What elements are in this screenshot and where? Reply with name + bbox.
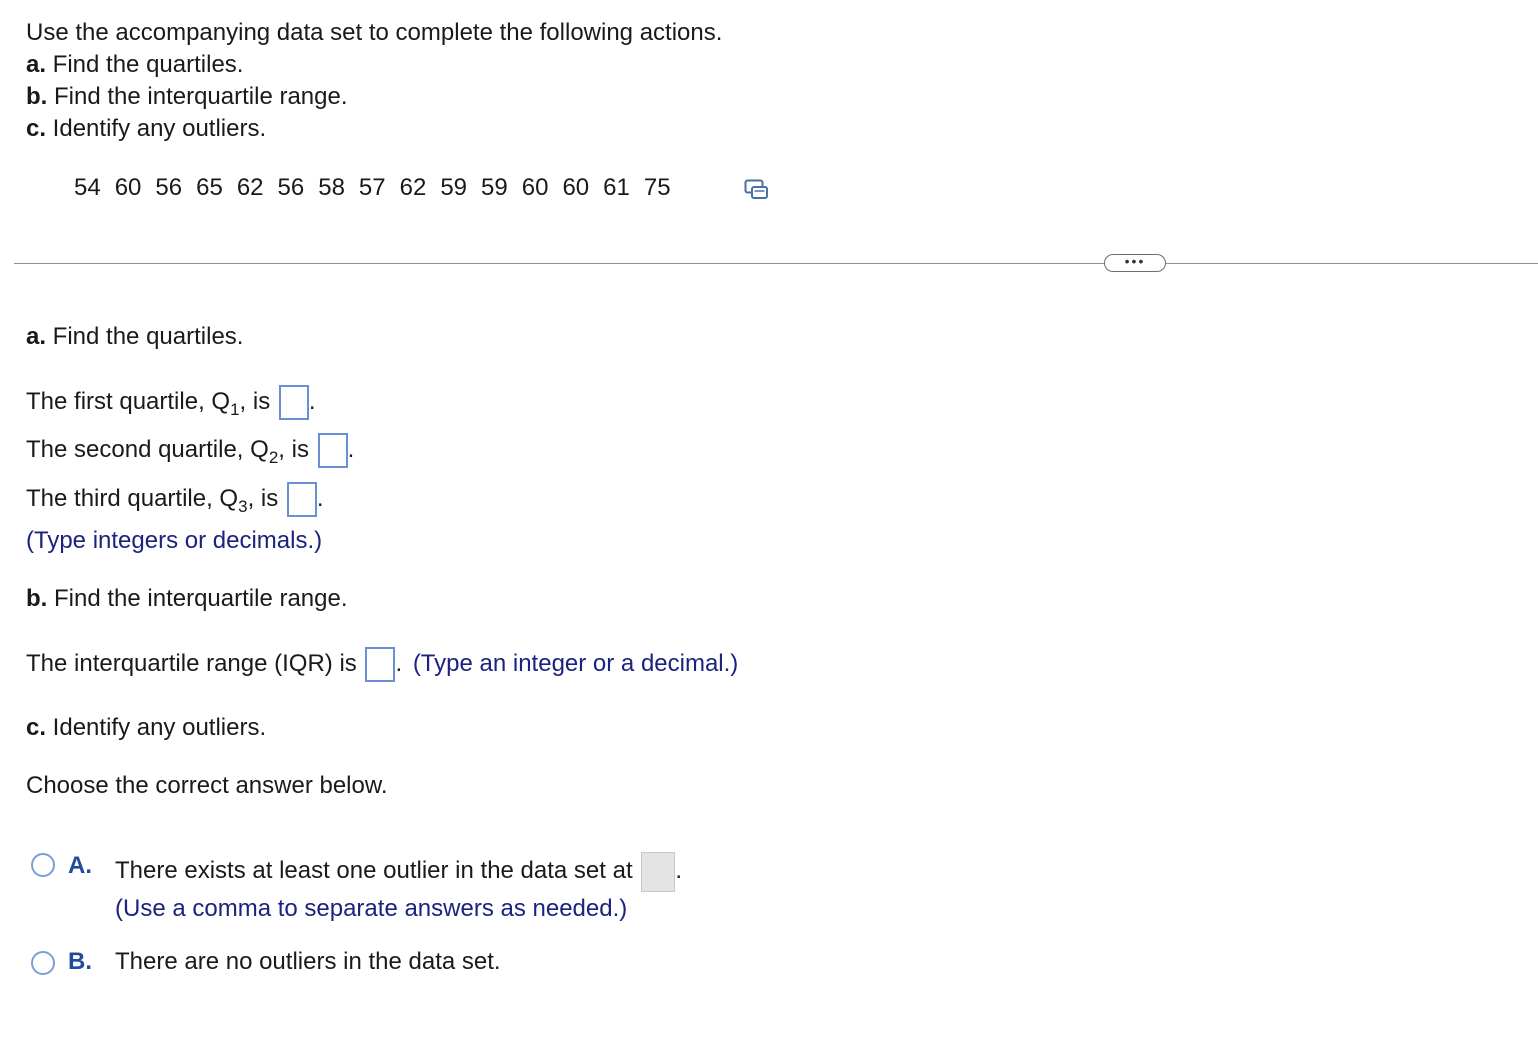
option-a-hint: (Use a comma to separate answers as needed.): [115, 895, 628, 922]
copy-data-icon[interactable]: [744, 179, 770, 201]
part-a-heading: [26, 321, 243, 353]
data-value: 60: [114, 174, 142, 201]
option-a-radio[interactable]: [31, 853, 55, 877]
q2-sub: 2: [268, 448, 279, 467]
instruction-b: [26, 81, 722, 113]
data-value: 58: [318, 174, 345, 201]
data-value: 57: [358, 174, 386, 201]
iqr-hint: (Type an integer or a decimal.): [412, 650, 739, 677]
instruction-a-text: Find the quartiles.: [46, 51, 244, 78]
q3-suffix: , is: [247, 485, 279, 512]
option-b-text: There are no outliers in the data set.: [115, 948, 501, 975]
data-value: 75: [643, 174, 671, 201]
q1-input[interactable]: [279, 385, 309, 420]
q2-row: [26, 431, 354, 469]
q3-input[interactable]: [287, 482, 317, 517]
iqr-row: [26, 645, 738, 683]
instruction-b-text: Find the interquartile range.: [47, 83, 348, 110]
instructions-intro: Use the accompanying data set to complete the following actions.: [26, 19, 723, 46]
part-b-heading: [26, 583, 348, 615]
iqr-input[interactable]: [365, 647, 395, 682]
section-divider: [14, 263, 1538, 264]
data-value: 60: [562, 174, 590, 201]
data-set: [74, 172, 685, 204]
q1-period: .: [308, 388, 316, 415]
part-c-heading: [26, 712, 266, 744]
data-value: 62: [236, 174, 264, 201]
part-a-hint: (Type integers or decimals.): [26, 527, 323, 554]
data-value: 54: [74, 174, 101, 201]
data-value: 60: [521, 174, 549, 201]
instruction-c-label: c.: [26, 115, 47, 142]
iqr-prompt: The interquartile range (IQR) is: [26, 650, 357, 677]
option-a-row: [115, 850, 682, 892]
data-value: 61: [603, 174, 630, 201]
instruction-c-text: Identify any outliers.: [46, 115, 267, 142]
q3-prefix: The third quartile, Q: [26, 485, 239, 512]
q1-row: [26, 383, 316, 421]
q2-prefix: The second quartile, Q: [26, 436, 269, 463]
q3-sub: 3: [238, 497, 248, 516]
q2-period: .: [347, 436, 355, 463]
option-b-radio[interactable]: [31, 951, 55, 975]
q1-prefix: The first quartile, Q: [26, 388, 231, 415]
instruction-a-label: a.: [26, 51, 47, 78]
instruction-c: [26, 113, 722, 145]
choose-instruction: Choose the correct answer below.: [26, 772, 388, 799]
data-value: 59: [440, 174, 468, 201]
instruction-a: [26, 49, 722, 81]
q3-row: [26, 480, 324, 518]
part-c-label: c.: [26, 714, 47, 741]
part-c-heading-text: Identify any outliers.: [46, 714, 267, 741]
q1-suffix: , is: [239, 388, 271, 415]
outlier-input[interactable]: [641, 852, 675, 892]
data-value: 56: [155, 174, 183, 201]
q2-input[interactable]: [318, 433, 348, 468]
instructions: [26, 17, 722, 145]
part-b-heading-text: Find the interquartile range.: [47, 585, 348, 612]
more-options-button[interactable]: [1104, 254, 1166, 272]
instruction-b-label: b.: [26, 83, 48, 110]
q1-sub: 1: [230, 400, 240, 419]
q2-suffix: , is: [278, 436, 309, 463]
data-value: 65: [196, 174, 223, 201]
option-b-letter: B.: [68, 948, 92, 975]
q3-period: .: [316, 485, 324, 512]
data-value: 59: [481, 174, 508, 201]
data-value: 56: [277, 174, 305, 201]
option-a-letter: A.: [68, 852, 92, 879]
data-value: 62: [399, 174, 427, 201]
part-b-label: b.: [26, 585, 48, 612]
iqr-period: .: [395, 650, 403, 677]
option-a-period: .: [675, 857, 682, 884]
part-a-heading-text: Find the quartiles.: [46, 323, 244, 350]
more-options-icon: •••: [1124, 253, 1146, 269]
part-a-label: a.: [26, 323, 47, 350]
option-a-text: There exists at least one outlier in the data set at: [115, 857, 633, 884]
